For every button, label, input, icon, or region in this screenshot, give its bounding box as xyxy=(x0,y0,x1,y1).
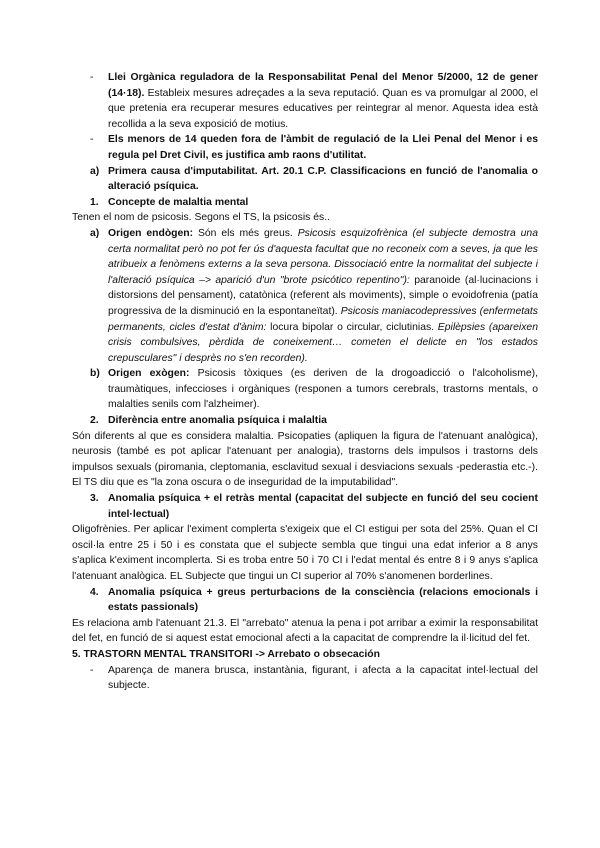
bullet-marker: - xyxy=(90,72,94,83)
psicosi-intro: Tenen el nom de psicosis. Segons el TS, la psicosis és.. xyxy=(72,212,330,224)
heading-perturbacions xyxy=(72,585,538,616)
bullet-llei-organica xyxy=(72,70,538,132)
endogen-italic-3: Epilèpsies (apareixen crisis combulsives, pèrdida de coneixement… cometen el delicte en "los estados crepusculares" i desprès no s'en recorden). xyxy=(108,321,538,364)
list-marker: a) xyxy=(90,165,100,177)
list-marker: a) xyxy=(90,227,100,239)
paragraph-arrebato: Es relaciona amb l'atenuant 21.3. El "arrebato" atenua la pena i pot arribar a eximir la responsabilitat del fet, en funció de si aquest estat emocional afecti a la capacitat de comprendre la il·licitud del fet. xyxy=(72,617,538,645)
heading-text: Diferència entre anomalia psíquica i malaltia xyxy=(108,415,327,427)
number-marker: 1. xyxy=(90,196,99,208)
heading-concepte-malaltia xyxy=(72,195,538,211)
section-a-primera-causa xyxy=(72,164,538,195)
endogen-text-1: Són els més greus. xyxy=(193,227,298,239)
endogen-text-2: paranoide (al·lucinacions i distorsions del pensament), catatònica (referent als moviments), simple o evoidofrenia (patía progressiva de la disminució en la espontaneïtat). xyxy=(108,274,538,317)
heading-retras-mental xyxy=(72,491,538,522)
item-origen-exogen xyxy=(72,366,538,413)
bullet-marker: - xyxy=(90,134,94,146)
paragraph-diferencia: Són diferents al que es considera malaltia. Psicopaties (apliquen la figura de l'atenuant analògica), neurosis (també es pot aplicar l'atenuant per analogia), trastorns dels impulsos i trastorns dels impulsos sexuals (piromania, cleptomania, esclavitud sexual i desviacions sexuals -pederastia etc.-). El TS diu que es "la zona oscura o de inseguridad de la imputabilidad". xyxy=(72,430,538,489)
heading-text: Anomalia psíquica + el retràs mental (capacitat del subjecte en funció del seu cocient intel·lectual) xyxy=(108,493,538,520)
menors-statement: Els menors de 14 queden fora de l'àmbit de regulació de la Llei Penal del Menor i es regula pel Dret Civil, es justifica amb raons d'utilitat. xyxy=(108,134,538,161)
bullet-aparenca xyxy=(72,663,538,694)
endogen-italic-1: Psicosis esquizofrènica (el subjecte demostra una certa normalitat però no pot fer ús d'aquesta facultat que no reconeix com a seves, ja que les atribueix a fenòmens externs a la seva persona. Dissociació entre la normalitat del subjecte i l'alteració psíquica –> aparició d'un "brote psicótico repentino"): xyxy=(108,227,538,286)
item-origen-endogen xyxy=(72,226,538,366)
document-page xyxy=(72,70,538,694)
heading-trastorn-transitori xyxy=(72,647,538,663)
aparenca-text: Aparença de manera brusca, instantània, figurant, i afecta a la capacitat intel·lectual del subjecte. xyxy=(108,664,538,692)
paragraph-oligofrenies: Oligofrènies. Per aplicar l'eximent complerta s'exigeix que el CI estigui per sota del 25%. Quan el CI oscil·la entre 25 i 50 i es constata que el subjecte sembla que tingui una edat inferior a 8 anys s'aplica k'eximent incomplerta. Si es troba entre 50 i 70 CI i l'edat mental és entre 8 i 9 anys s'aplica l'atenuant analògica. EL Subjecte que tingui un CI superior al 70% s'anomenen borderlines. xyxy=(72,524,538,582)
bullet-marker: - xyxy=(90,664,94,676)
endogen-text-3: locura bipolar o circular, ciclutinias. xyxy=(266,321,438,333)
section-a-heading: Primera causa d'imputabilitat. Art. 20.1 C.P. Classificacions en funció de l'anomalia o alteració psíquica. xyxy=(108,165,538,193)
exogen-text: Psicosis tòxiques (es deriven de la drogoadicció o l'alcoholisme), traumàtiques, infeccioses i orgàniques (responen a tumors cerebrals, trastorns mentals, o malalties senils com l'alzheimer). xyxy=(108,368,538,411)
number-marker: 3. xyxy=(90,493,99,505)
heading-diferencia xyxy=(72,413,538,429)
number-marker: 4. xyxy=(90,586,99,598)
heading-text: Anomalia psíquica + greus perturbacions de la consciència (relacions emocionals i estats passionals) xyxy=(108,586,538,614)
law-description: Estableix mesures adreçades a la seva reputació. Quan es va promulgar al 2000, el que pretenia era recuperar mesures educatives per reintegrar al menor. Aquesta idea està recollida a la seva exposició de motius. xyxy=(108,87,538,130)
bullet-menors-14 xyxy=(72,132,538,163)
exogen-label: Origen exògen: xyxy=(108,368,190,380)
endogen-label: Origen endògen: xyxy=(108,227,194,239)
heading-text: Concepte de malaltia mental xyxy=(108,196,249,208)
list-marker: b) xyxy=(90,368,100,380)
law-title: Llei Orgànica reguladora de la Responsabilitat Penal del Menor 5/2000, 12 de gener (14·18). xyxy=(108,72,538,99)
number-marker: 2. xyxy=(90,415,99,427)
heading-5-text: 5. TRASTORN MENTAL TRANSITORI -> Arrebato o obsecación xyxy=(72,648,381,660)
endogen-italic-2: Psicosis maniacodepressives (enfermetats permanents, cicles d'estat d'ànim: xyxy=(108,305,538,333)
